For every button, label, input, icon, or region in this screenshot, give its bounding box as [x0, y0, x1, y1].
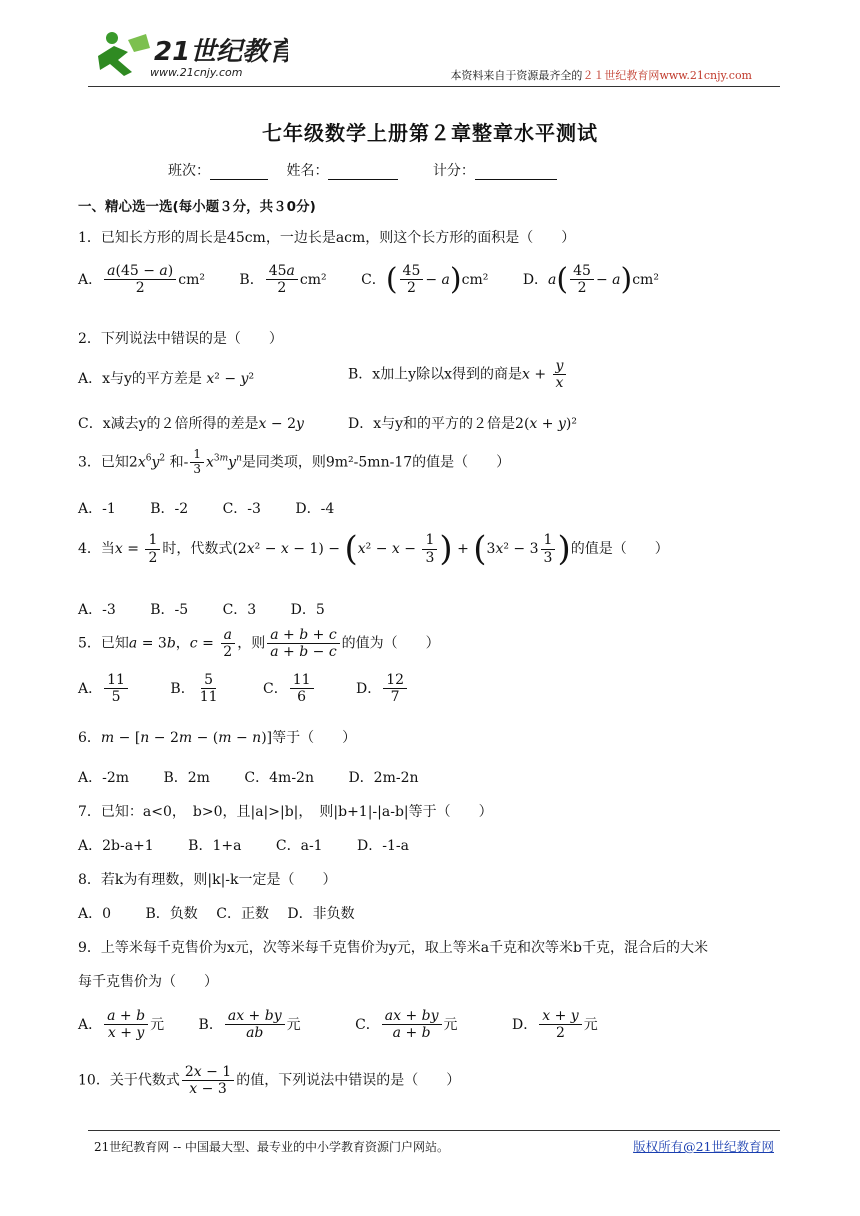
q7-option-a: A．2b-a+1 [78, 838, 154, 854]
q8-stem: 8．若k为有理数，则|k|-k一定是（ ） [78, 872, 337, 888]
q2-stem: 2．下列说法中错误的是（ ） [78, 331, 283, 347]
q8-option-a: A．0 [78, 906, 112, 922]
q5-stem: 5．已知a = 3b，c = $\frac{a}{2}$ ，则 $\frac{a + b + c}{a + b - c}$ 的值为（ ） [78, 627, 440, 661]
q5-option-d: D． $\frac{12}{7}$ [356, 681, 409, 697]
q8-option-c: C．正数 [216, 906, 269, 922]
q6-options [78, 767, 419, 787]
header-divider [88, 86, 780, 87]
q6-option-c: C．4m-2n [244, 770, 314, 786]
q2-option-c: C．x减去y的２倍所得的差是x − 2y [78, 416, 304, 432]
q6-option-a: A．-2m [78, 770, 130, 786]
q3-option-b: B．-2 [150, 501, 189, 517]
section-heading: 一、精心选一选(每小题３分，共３0分) [78, 199, 316, 215]
q10-stem: 10．关于代数式 $\frac{2x - 1}{x - 3}$ 的值，下列说法中错误的是（ ） [78, 1064, 461, 1098]
q3-option-a: A．-1 [78, 501, 116, 517]
name-blank [328, 165, 398, 180]
source-url[interactable]: www.21cnjy.com [659, 69, 752, 82]
q3-option-c: C．-3 [222, 501, 261, 517]
page-title: 七年级数学上册第２章整章水平测试 [262, 121, 598, 145]
logo-url: www.21cnjy.com [150, 66, 243, 79]
q3-option-d: D．-4 [295, 501, 335, 517]
q7-option-b: B．1+a [188, 838, 242, 854]
q8-options [78, 903, 355, 923]
q5-options [78, 672, 409, 705]
q4-option-b: B．-5 [150, 602, 189, 618]
q9-option-b: B． $\frac{ax + by}{ab}$ 元 [198, 1008, 301, 1042]
q4-option-a: A．-3 [78, 602, 116, 618]
q9-stem-line1: 9．上等米每千克售价为x元，次等米每千克售价为y元，取上等米a千克和次等米b千克，混合后的大米 [78, 940, 709, 956]
q2-option-b: B．x加上y除以x得到的商是x + $\frac{y}{x}$ [348, 358, 568, 391]
q5-option-a: A． $\frac{11}{5}$ [78, 681, 130, 697]
q7-options [78, 835, 409, 855]
q1-stem: 1．已知长方形的周长是45cm，一边长是acm，则这个长方形的面积是（ ） [78, 230, 576, 246]
q1-option-c: C．( $\frac{45}{2}$ − a)cm² [361, 261, 489, 297]
q1-option-d: D．a( $\frac{45}{2}$ − a)cm² [522, 261, 659, 297]
q2-option-a: A．x与y的平方差是 x² − y² [78, 371, 255, 387]
q6-option-d: D．2m-2n [348, 770, 419, 786]
q4-stem: 4．当x = $\frac{1}{2}$ 时，代数式(2x² − x − 1) − (x² − x − $\frac{1}{3}$ ) + (3x² − 3 $\frac{1}{3}$ )的值是（ ） [78, 529, 669, 569]
footer-text: 21世纪教育网 -- 中国最大型、最专业的中小学教育资源门户网站。 [94, 1140, 450, 1154]
q9-stem-line2: 每千克售价为（ ） [78, 974, 218, 990]
q1-options [78, 263, 659, 296]
q4-option-d: D．5 [290, 602, 325, 618]
q8-option-d: D．非负数 [287, 906, 355, 922]
q9-option-c: C． $\frac{ax + by}{a + b}$ 元 [355, 1008, 458, 1042]
source-note: 本资料来自于资源最齐全的２１世纪教育网www.21cnjy.com [450, 69, 752, 82]
footer-divider [88, 1130, 780, 1131]
q8-option-b: B．负数 [145, 906, 198, 922]
q9-options [78, 1008, 598, 1041]
student-info: 班次： 姓名： 计分： [168, 160, 557, 180]
site-logo [88, 26, 288, 86]
q5-option-c: C． $\frac{11}{6}$ [263, 681, 316, 697]
score-blank [475, 165, 557, 180]
copyright-link[interactable]: 版权所有@21世纪教育网 [633, 1139, 774, 1154]
class-blank [210, 165, 268, 180]
q7-stem: 7．已知：a<0， b>0，且|a|>|b|， 则|b+1|-|a-b|等于（ ） [78, 804, 493, 820]
q4-options [78, 599, 325, 619]
q3-options [78, 498, 334, 518]
q9-option-d: D． $\frac{x + y}{2}$ 元 [512, 1008, 598, 1042]
q7-option-c: C．a-1 [275, 838, 323, 854]
q2-option-d: D．x与y和的平方的２倍是2(x + y)² [348, 416, 577, 432]
q1-option-b: B． $\frac{45a}{2}$ cm² [239, 263, 327, 297]
q4-option-c: C．3 [222, 602, 257, 618]
q6-stem: 6．m − [n − 2m − (m − n)]等于（ ） [78, 730, 357, 746]
q6-option-b: B．2m [163, 770, 210, 786]
q1-option-a: A． $\frac{a(45 - a)}{2}$ cm² [78, 263, 205, 297]
q7-option-d: D．-1-a [357, 838, 409, 854]
q5-option-b: B． $\frac{5}{11}$ [170, 672, 218, 706]
q3-stem: 3．已知$2x^6y^2$ 和- $\frac{1}{3}$ $x^{3m}y^n$是同类项，则9m²-5mn-17的值是（ ） [78, 447, 511, 476]
logo-text: 21世纪教育 [154, 37, 288, 67]
q9-option-a: A． $\frac{a + b}{x + y}$ 元 [78, 1008, 165, 1042]
runner-logo-icon [88, 26, 288, 86]
